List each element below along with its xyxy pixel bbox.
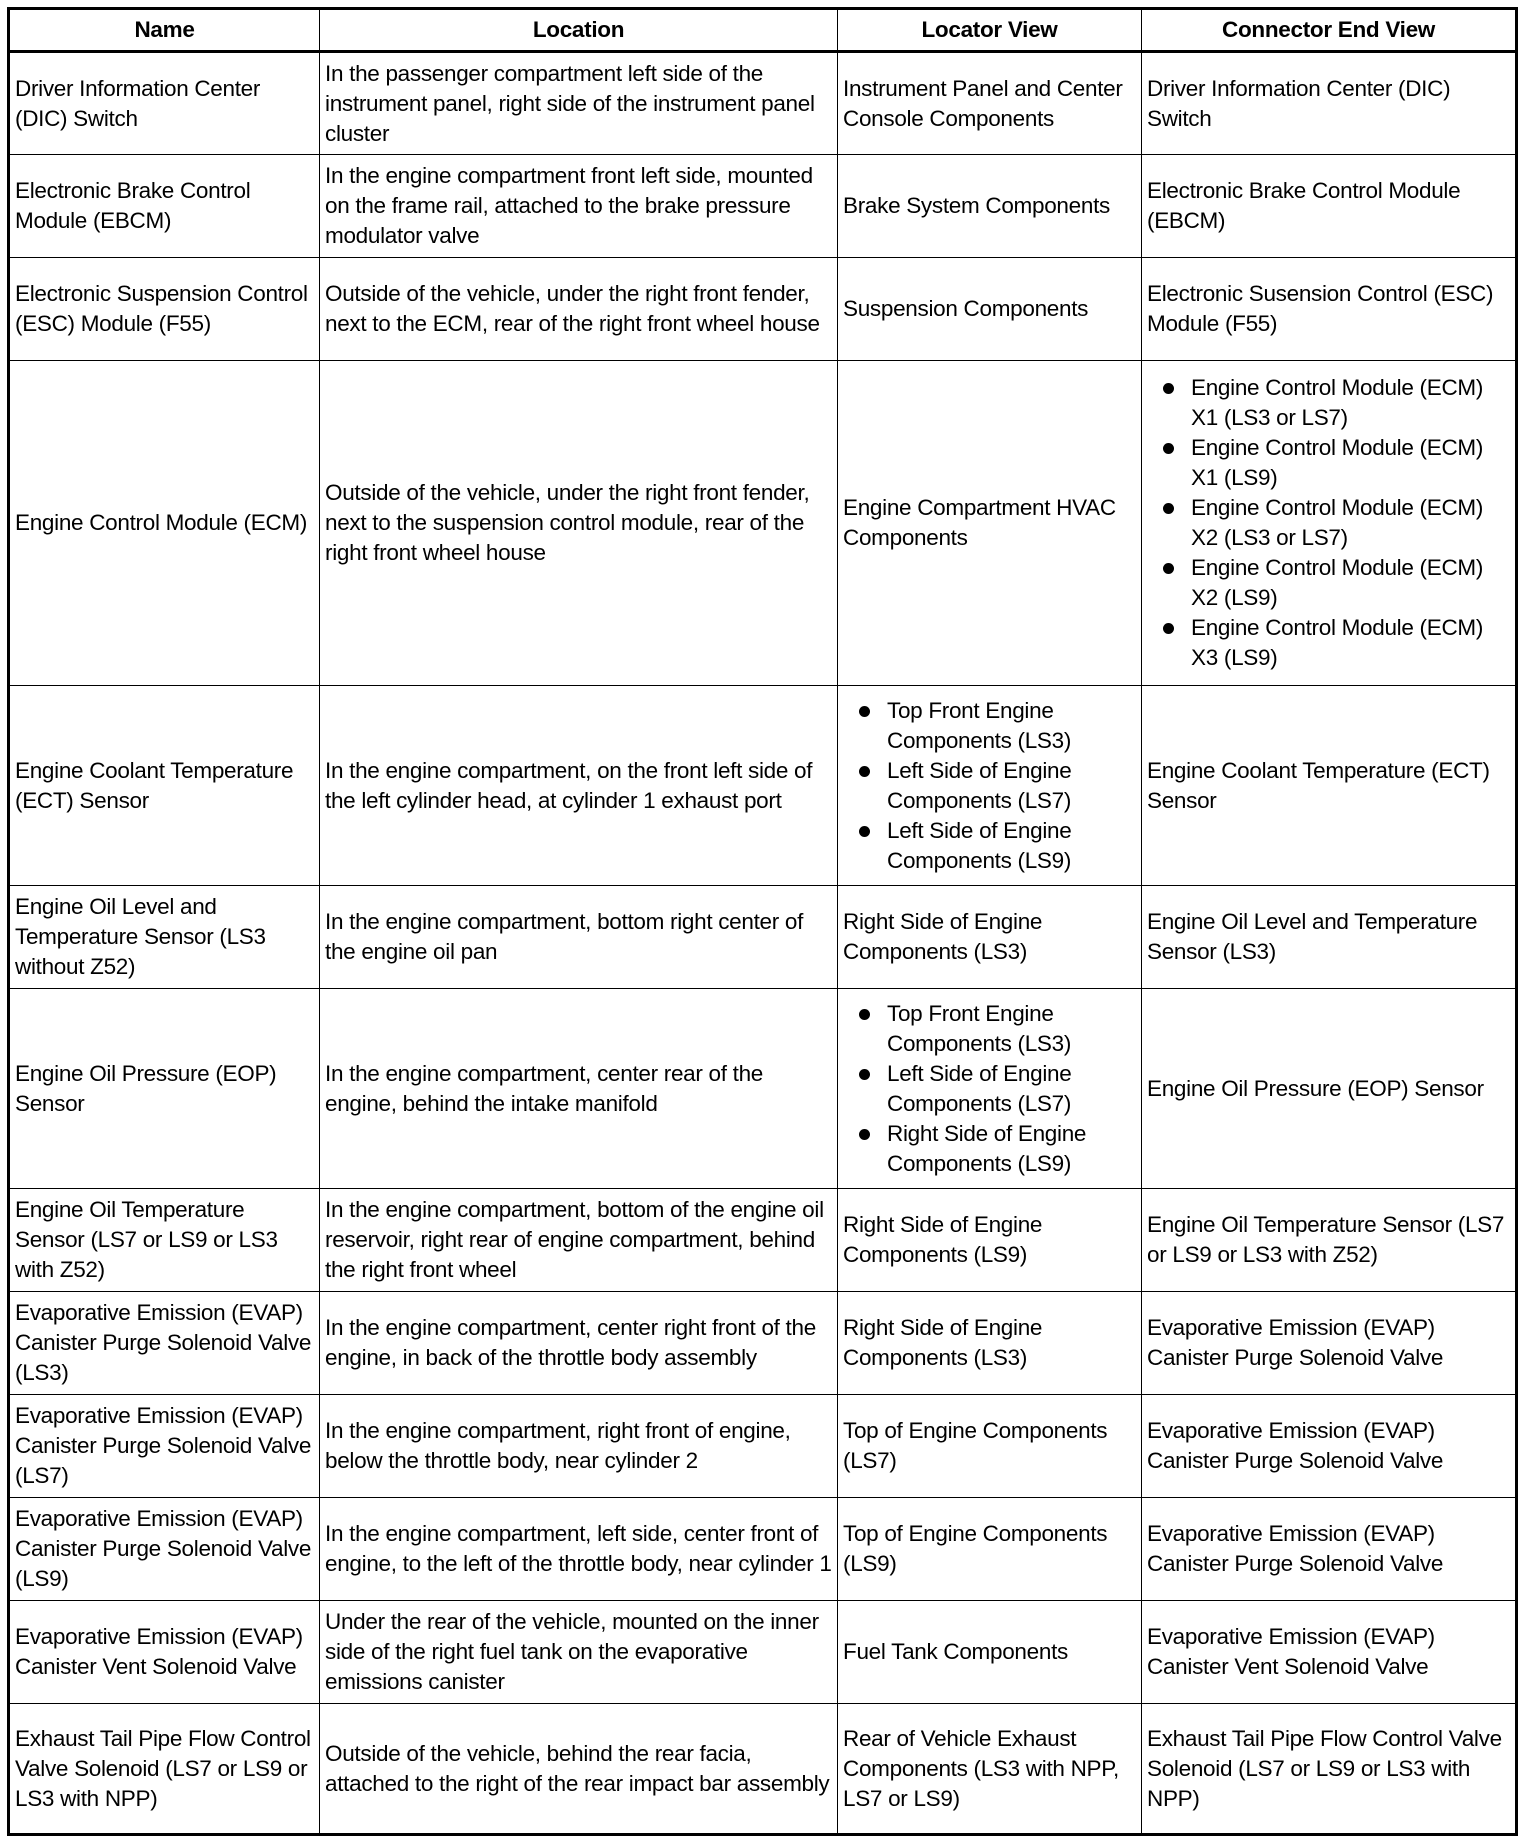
locator-text: Rear of Vehicle Exhaust Components (LS3 with NPP, LS7 or LS9) <box>843 1725 1119 1811</box>
cell-connector-end-view <box>1142 686 1517 886</box>
connector-text: Evaporative Emission (EVAP) Canister Purge Solenoid Valve <box>1147 1418 1444 1473</box>
locator-text: Right Side of Engine Components (LS3) <box>843 1315 1043 1370</box>
cell-connector-end-view <box>1142 989 1517 1189</box>
header-row <box>9 9 1517 52</box>
cell-location: In the engine compartment, center right front of the engine, in back of the throttle body assembly <box>320 1292 838 1395</box>
cell-connector-end-view <box>1142 1395 1517 1498</box>
cell-connector-end-view <box>1142 361 1517 686</box>
cell-location: Outside of the vehicle, behind the rear facia, attached to the right of the rear impact bar assembly <box>320 1704 838 1835</box>
cell-name: Electronic Brake Control Module (EBCM) <box>9 155 320 258</box>
locator-list <box>843 696 1136 876</box>
cell-location: In the passenger compartment left side of the instrument panel, right side of the instrument panel cluster <box>320 52 838 155</box>
cell-name: Engine Oil Level and Temperature Sensor (LS3 without Z52) <box>9 886 320 989</box>
table-row <box>9 1704 1517 1835</box>
cell-locator-view <box>838 155 1142 258</box>
connector-text: Engine Oil Level and Temperature Sensor (LS3) <box>1147 909 1478 964</box>
cell-location: In the engine compartment, on the front left side of the left cylinder head, at cylinder 1 exhaust port <box>320 686 838 886</box>
table-row <box>9 1292 1517 1395</box>
table-row <box>9 886 1517 989</box>
table-row <box>9 258 1517 361</box>
component-locator-table <box>7 7 1518 1836</box>
bullet-item: Engine Control Module (ECM) X1 (LS3 or LS7) <box>1159 373 1510 433</box>
cell-location: Outside of the vehicle, under the right front fender, next to the suspension control module, rear of the right front wheel house <box>320 361 838 686</box>
bullet-item: Right Side of Engine Components (LS9) <box>855 1119 1136 1179</box>
connector-text: Engine Oil Temperature Sensor (LS7 or LS9 or LS3 with Z52) <box>1147 1212 1505 1267</box>
cell-locator-view <box>838 361 1142 686</box>
cell-name: Driver Information Center (DIC) Switch <box>9 52 320 155</box>
cell-connector-end-view <box>1142 1189 1517 1292</box>
locator-text: Right Side of Engine Components (LS9) <box>843 1212 1043 1267</box>
cell-locator-view <box>838 686 1142 886</box>
bullet-item: Left Side of Engine Components (LS7) <box>855 756 1136 816</box>
cell-locator-view <box>838 52 1142 155</box>
header-location: Location <box>320 9 838 52</box>
cell-name: Engine Control Module (ECM) <box>9 361 320 686</box>
connector-text: Evaporative Emission (EVAP) Canister Vent Solenoid Valve <box>1147 1624 1435 1679</box>
cell-connector-end-view <box>1142 1704 1517 1835</box>
connector-text: Driver Information Center (DIC) Switch <box>1147 75 1451 131</box>
cell-location: In the engine compartment, center rear of the engine, behind the intake manifold <box>320 989 838 1189</box>
cell-locator-view <box>838 1189 1142 1292</box>
cell-location: In the engine compartment, left side, center front of engine, to the left of the throttle body, near cylinder 1 <box>320 1498 838 1601</box>
cell-connector-end-view <box>1142 1601 1517 1704</box>
cell-connector-end-view <box>1142 258 1517 361</box>
cell-location: In the engine compartment, bottom of the engine oil reservoir, right rear of engine compartment, behind the right front wheel <box>320 1189 838 1292</box>
cell-locator-view <box>838 1601 1142 1704</box>
header-connector-end-view: Connector End View <box>1142 9 1517 52</box>
connector-text: Engine Oil Pressure (EOP) Sensor <box>1147 1075 1484 1101</box>
bullet-item: Left Side of Engine Components (LS7) <box>855 1059 1136 1119</box>
locator-text: Fuel Tank Components <box>843 1639 1068 1664</box>
cell-connector-end-view <box>1142 886 1517 989</box>
cell-name: Exhaust Tail Pipe Flow Control Valve Solenoid (LS7 or LS9 or LS3 with NPP) <box>9 1704 320 1835</box>
locator-text: Brake System Components <box>843 193 1110 218</box>
cell-name: Evaporative Emission (EVAP) Canister Vent Solenoid Valve <box>9 1601 320 1704</box>
cell-locator-view <box>838 886 1142 989</box>
cell-name: Evaporative Emission (EVAP) Canister Purge Solenoid Valve (LS7) <box>9 1395 320 1498</box>
table-row <box>9 1189 1517 1292</box>
table-row <box>9 1498 1517 1601</box>
connector-text: Exhaust Tail Pipe Flow Control Valve Solenoid (LS7 or LS9 or LS3 with NPP) <box>1147 1725 1502 1811</box>
locator-text: Engine Compartment HVAC Components <box>843 495 1116 550</box>
header-locator-view: Locator View <box>838 9 1142 52</box>
table-row <box>9 989 1517 1189</box>
connector-list <box>1147 373 1510 673</box>
connector-text: Electronic Susension Control (ESC) Module (F55) <box>1147 281 1494 336</box>
locator-text: Instrument Panel and Center Console Components <box>843 75 1123 131</box>
cell-connector-end-view <box>1142 1498 1517 1601</box>
locator-text: Top of Engine Components (LS9) <box>843 1521 1108 1576</box>
table-row <box>9 1601 1517 1704</box>
cell-connector-end-view <box>1142 1292 1517 1395</box>
locator-text: Suspension Components <box>843 296 1089 321</box>
table-row <box>9 361 1517 686</box>
locator-text: Right Side of Engine Components (LS3) <box>843 909 1043 964</box>
cell-location: In the engine compartment, bottom right center of the engine oil pan <box>320 886 838 989</box>
cell-name: Electronic Suspension Control (ESC) Module (F55) <box>9 258 320 361</box>
cell-locator-view <box>838 1292 1142 1395</box>
table-row <box>9 52 1517 155</box>
cell-location: In the engine compartment, right front of engine, below the throttle body, near cylinder 2 <box>320 1395 838 1498</box>
cell-name: Engine Coolant Temperature (ECT) Sensor <box>9 686 320 886</box>
connector-text: Evaporative Emission (EVAP) Canister Purge Solenoid Valve <box>1147 1315 1444 1370</box>
locator-list <box>843 999 1136 1179</box>
cell-locator-view <box>838 1498 1142 1601</box>
bullet-item: Left Side of Engine Components (LS9) <box>855 816 1136 876</box>
connector-text: Evaporative Emission (EVAP) Canister Purge Solenoid Valve <box>1147 1521 1444 1576</box>
cell-connector-end-view <box>1142 155 1517 258</box>
connector-text: Engine Coolant Temperature (ECT) Sensor <box>1147 757 1490 813</box>
cell-location: Outside of the vehicle, under the right front fender, next to the ECM, rear of the right front wheel house <box>320 258 838 361</box>
connector-text: Electronic Brake Control Module (EBCM) <box>1147 178 1461 233</box>
cell-locator-view <box>838 1704 1142 1835</box>
locator-text: Top of Engine Components (LS7) <box>843 1418 1108 1473</box>
bullet-item: Top Front Engine Components (LS3) <box>855 696 1136 756</box>
cell-name: Evaporative Emission (EVAP) Canister Purge Solenoid Valve (LS3) <box>9 1292 320 1395</box>
cell-name: Engine Oil Pressure (EOP) Sensor <box>9 989 320 1189</box>
table-row <box>9 1395 1517 1498</box>
bullet-item: Engine Control Module (ECM) X3 (LS9) <box>1159 613 1510 673</box>
cell-locator-view <box>838 1395 1142 1498</box>
cell-locator-view <box>838 258 1142 361</box>
cell-location: Under the rear of the vehicle, mounted on the inner side of the right fuel tank on the evaporative emissions canister <box>320 1601 838 1704</box>
bullet-item: Engine Control Module (ECM) X2 (LS3 or LS7) <box>1159 493 1510 553</box>
cell-name: Evaporative Emission (EVAP) Canister Purge Solenoid Valve (LS9) <box>9 1498 320 1601</box>
bullet-item: Engine Control Module (ECM) X2 (LS9) <box>1159 553 1510 613</box>
cell-name: Engine Oil Temperature Sensor (LS7 or LS9 or LS3 with Z52) <box>9 1189 320 1292</box>
cell-locator-view <box>838 989 1142 1189</box>
table-row <box>9 686 1517 886</box>
bullet-item: Engine Control Module (ECM) X1 (LS9) <box>1159 433 1510 493</box>
cell-connector-end-view <box>1142 52 1517 155</box>
header-name: Name <box>9 9 320 52</box>
cell-location: In the engine compartment front left side, mounted on the frame rail, attached to the brake pressure modulator valve <box>320 155 838 258</box>
table-row <box>9 155 1517 258</box>
bullet-item: Top Front Engine Components (LS3) <box>855 999 1136 1059</box>
